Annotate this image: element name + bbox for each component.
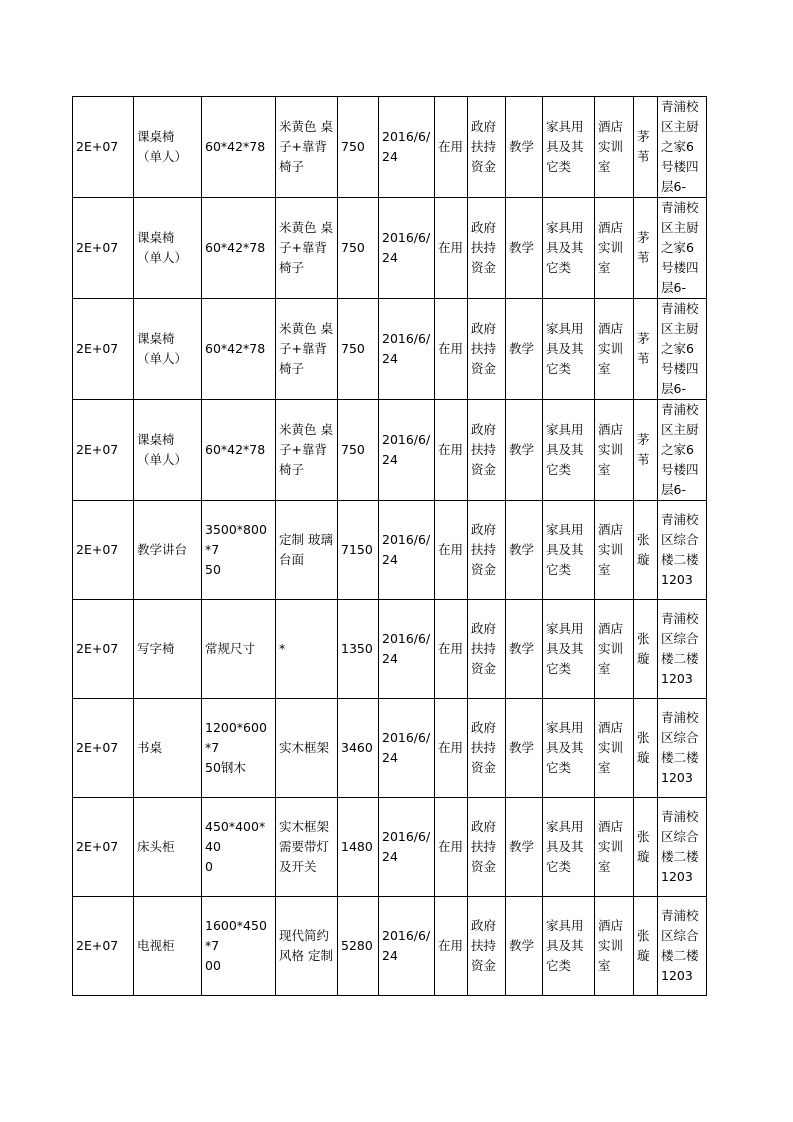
cell-code: 2E+07 bbox=[73, 97, 134, 198]
cell-price: 7150 bbox=[338, 501, 379, 600]
table-row bbox=[73, 299, 707, 400]
cell-location: 青浦校 区综合 楼二楼 1203 bbox=[658, 699, 707, 798]
cell-price: 750 bbox=[338, 299, 379, 400]
cell-location: 青浦校 区综合 楼二楼 1203 bbox=[658, 798, 707, 897]
cell-name: 课桌椅 （单人） bbox=[134, 198, 202, 299]
cell-price: 750 bbox=[338, 400, 379, 501]
cell-person: 张 璇 bbox=[634, 600, 658, 699]
cell-desc: 现代简约 风格 定制 bbox=[276, 897, 338, 996]
cell-name: 电视柜 bbox=[134, 897, 202, 996]
cell-dept: 酒店 实训 室 bbox=[595, 97, 634, 198]
cell-dept: 酒店 实训 室 bbox=[595, 198, 634, 299]
cell-date: 2016/6/ 24 bbox=[379, 501, 435, 600]
cell-category: 家具用 具及其 它类 bbox=[543, 299, 595, 400]
cell-fund: 政府 扶持 资金 bbox=[468, 798, 506, 897]
cell-code: 2E+07 bbox=[73, 198, 134, 299]
cell-person: 茅 苇 bbox=[634, 97, 658, 198]
cell-dept: 酒店 实训 室 bbox=[595, 798, 634, 897]
cell-price: 750 bbox=[338, 198, 379, 299]
cell-location: 青浦校 区主厨 之家6 号楼四 层6- bbox=[658, 299, 707, 400]
cell-spec: 60*42*78 bbox=[202, 198, 276, 299]
cell-person: 茅 苇 bbox=[634, 299, 658, 400]
cell-category: 家具用 具及其 它类 bbox=[543, 198, 595, 299]
cell-person: 张 璇 bbox=[634, 897, 658, 996]
cell-category: 家具用 具及其 它类 bbox=[543, 97, 595, 198]
cell-name: 床头柜 bbox=[134, 798, 202, 897]
table-row bbox=[73, 798, 707, 897]
cell-spec: 常规尺寸 bbox=[202, 600, 276, 699]
cell-use: 教学 bbox=[506, 501, 543, 600]
cell-spec: 1600*450*7 00 bbox=[202, 897, 276, 996]
cell-category: 家具用 具及其 它类 bbox=[543, 798, 595, 897]
cell-price: 5280 bbox=[338, 897, 379, 996]
cell-use: 教学 bbox=[506, 198, 543, 299]
cell-desc: 实木框架 bbox=[276, 699, 338, 798]
cell-code: 2E+07 bbox=[73, 897, 134, 996]
cell-date: 2016/6/ 24 bbox=[379, 699, 435, 798]
cell-spec: 1200*600*7 50钢木 bbox=[202, 699, 276, 798]
cell-dept: 酒店 实训 室 bbox=[595, 501, 634, 600]
cell-use: 教学 bbox=[506, 97, 543, 198]
cell-person: 张 璇 bbox=[634, 798, 658, 897]
cell-name: 教学讲台 bbox=[134, 501, 202, 600]
cell-desc: 米黄色 桌 子+靠背 椅子 bbox=[276, 299, 338, 400]
cell-status: 在用 bbox=[435, 198, 468, 299]
cell-name: 写字椅 bbox=[134, 600, 202, 699]
cell-desc: * bbox=[276, 600, 338, 699]
cell-dept: 酒店 实训 室 bbox=[595, 897, 634, 996]
cell-status: 在用 bbox=[435, 299, 468, 400]
cell-location: 青浦校 区综合 楼二楼 1203 bbox=[658, 501, 707, 600]
cell-date: 2016/6/ 24 bbox=[379, 897, 435, 996]
table-row bbox=[73, 400, 707, 501]
cell-price: 3460 bbox=[338, 699, 379, 798]
cell-status: 在用 bbox=[435, 699, 468, 798]
cell-status: 在用 bbox=[435, 501, 468, 600]
cell-fund: 政府 扶持 资金 bbox=[468, 501, 506, 600]
cell-status: 在用 bbox=[435, 97, 468, 198]
cell-code: 2E+07 bbox=[73, 400, 134, 501]
cell-location: 青浦校 区综合 楼二楼 1203 bbox=[658, 897, 707, 996]
table-row bbox=[73, 897, 707, 996]
cell-price: 1350 bbox=[338, 600, 379, 699]
cell-status: 在用 bbox=[435, 798, 468, 897]
cell-dept: 酒店 实训 室 bbox=[595, 400, 634, 501]
cell-dept: 酒店 实训 室 bbox=[595, 299, 634, 400]
cell-dept: 酒店 实训 室 bbox=[595, 600, 634, 699]
cell-spec: 60*42*78 bbox=[202, 97, 276, 198]
cell-code: 2E+07 bbox=[73, 501, 134, 600]
cell-person: 张 璇 bbox=[634, 501, 658, 600]
cell-use: 教学 bbox=[506, 798, 543, 897]
table-body bbox=[73, 97, 707, 996]
cell-code: 2E+07 bbox=[73, 699, 134, 798]
cell-name: 课桌椅 （单人） bbox=[134, 299, 202, 400]
cell-fund: 政府 扶持 资金 bbox=[468, 198, 506, 299]
cell-name: 课桌椅 （单人） bbox=[134, 400, 202, 501]
cell-dept: 酒店 实训 室 bbox=[595, 699, 634, 798]
cell-fund: 政府 扶持 资金 bbox=[468, 400, 506, 501]
cell-person: 张 璇 bbox=[634, 699, 658, 798]
cell-fund: 政府 扶持 资金 bbox=[468, 897, 506, 996]
cell-date: 2016/6/ 24 bbox=[379, 798, 435, 897]
cell-fund: 政府 扶持 资金 bbox=[468, 600, 506, 699]
cell-code: 2E+07 bbox=[73, 600, 134, 699]
cell-price: 1480 bbox=[338, 798, 379, 897]
cell-category: 家具用 具及其 它类 bbox=[543, 897, 595, 996]
table-row bbox=[73, 97, 707, 198]
cell-spec: 60*42*78 bbox=[202, 400, 276, 501]
cell-desc: 米黄色 桌 子+靠背 椅子 bbox=[276, 97, 338, 198]
cell-date: 2016/6/ 24 bbox=[379, 400, 435, 501]
cell-date: 2016/6/ 24 bbox=[379, 198, 435, 299]
cell-location: 青浦校 区主厨 之家6 号楼四 层6- bbox=[658, 198, 707, 299]
cell-desc: 实木框架 需要带灯 及开关 bbox=[276, 798, 338, 897]
cell-spec: 60*42*78 bbox=[202, 299, 276, 400]
cell-price: 750 bbox=[338, 97, 379, 198]
cell-status: 在用 bbox=[435, 600, 468, 699]
cell-location: 青浦校 区综合 楼二楼 1203 bbox=[658, 600, 707, 699]
cell-date: 2016/6/ 24 bbox=[379, 97, 435, 198]
cell-fund: 政府 扶持 资金 bbox=[468, 299, 506, 400]
cell-person: 茅 苇 bbox=[634, 400, 658, 501]
cell-status: 在用 bbox=[435, 897, 468, 996]
cell-date: 2016/6/ 24 bbox=[379, 600, 435, 699]
cell-desc: 米黄色 桌 子+靠背 椅子 bbox=[276, 198, 338, 299]
cell-name: 书桌 bbox=[134, 699, 202, 798]
cell-code: 2E+07 bbox=[73, 299, 134, 400]
table-row bbox=[73, 198, 707, 299]
cell-fund: 政府 扶持 资金 bbox=[468, 699, 506, 798]
table-row bbox=[73, 501, 707, 600]
cell-spec: 450*400*40 0 bbox=[202, 798, 276, 897]
cell-use: 教学 bbox=[506, 400, 543, 501]
cell-category: 家具用 具及其 它类 bbox=[543, 501, 595, 600]
cell-desc: 米黄色 桌 子+靠背 椅子 bbox=[276, 400, 338, 501]
cell-category: 家具用 具及其 它类 bbox=[543, 699, 595, 798]
cell-use: 教学 bbox=[506, 897, 543, 996]
cell-category: 家具用 具及其 它类 bbox=[543, 600, 595, 699]
cell-location: 青浦校 区主厨 之家6 号楼四 层6- bbox=[658, 97, 707, 198]
cell-spec: 3500*800*7 50 bbox=[202, 501, 276, 600]
cell-category: 家具用 具及其 它类 bbox=[543, 400, 595, 501]
cell-fund: 政府 扶持 资金 bbox=[468, 97, 506, 198]
cell-use: 教学 bbox=[506, 299, 543, 400]
asset-table bbox=[72, 96, 707, 996]
cell-status: 在用 bbox=[435, 400, 468, 501]
cell-location: 青浦校 区主厨 之家6 号楼四 层6- bbox=[658, 400, 707, 501]
table-row bbox=[73, 699, 707, 798]
cell-use: 教学 bbox=[506, 600, 543, 699]
cell-code: 2E+07 bbox=[73, 798, 134, 897]
cell-date: 2016/6/ 24 bbox=[379, 299, 435, 400]
cell-use: 教学 bbox=[506, 699, 543, 798]
cell-desc: 定制 玻璃 台面 bbox=[276, 501, 338, 600]
cell-name: 课桌椅 （单人） bbox=[134, 97, 202, 198]
cell-person: 茅 苇 bbox=[634, 198, 658, 299]
table-row bbox=[73, 600, 707, 699]
